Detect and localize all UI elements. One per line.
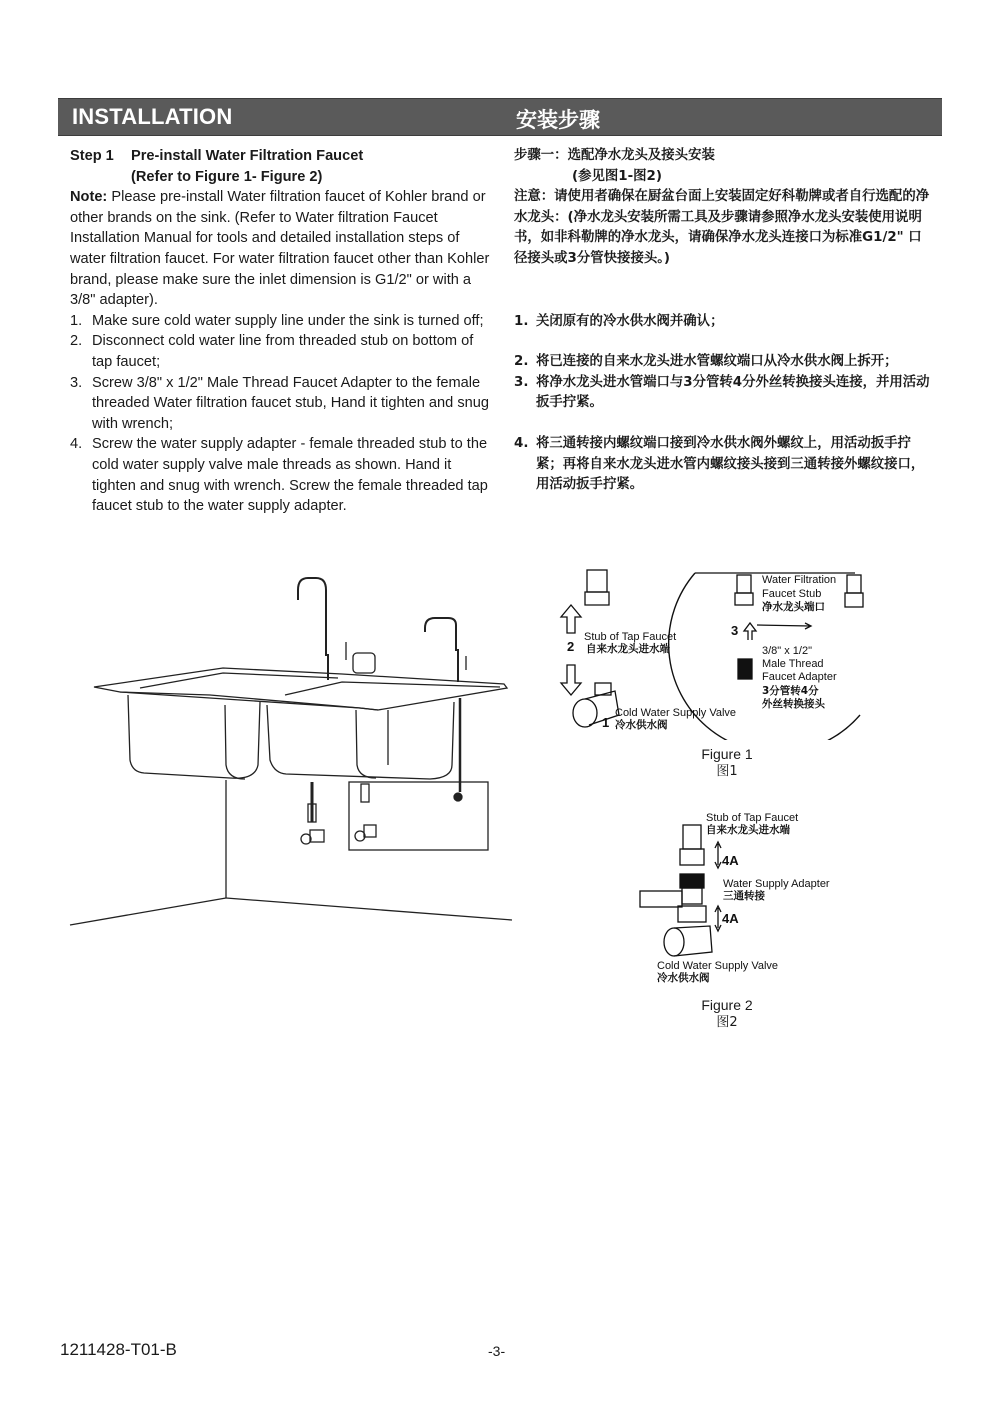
figure-1-caption-en: Figure 1 — [701, 746, 753, 762]
fig1-adapter-en-1: 3/8" x 1/2" — [762, 645, 813, 657]
main-faucet-handle — [353, 653, 375, 673]
list-item — [514, 312, 934, 333]
item-text: 将净水龙头进水管端口与3分管转4分外丝转换接头连接，并用活动扳手拧紧。 — [536, 374, 930, 411]
tap-stub-nut — [585, 592, 609, 605]
adapter-icon — [738, 659, 752, 679]
fig1-adapter-zh-2: 外丝转换接头 — [762, 698, 825, 710]
spacer — [514, 332, 934, 352]
fig1-stub-tap-en: Stub of Tap Faucet — [584, 631, 677, 643]
item-text: Make sure cold water supply line under the sink is turned off; — [92, 312, 484, 329]
section-header-bar — [58, 98, 942, 136]
left-basin — [128, 695, 260, 778]
side-port — [640, 891, 682, 907]
fig2-stub-tap-zh: 自来水龙头进水端 — [706, 824, 790, 836]
section-title-zh: 安装步骤 — [516, 108, 600, 132]
note-text: Please pre-install Water filtration faucet of Kohler brand or other brands on the sink. (Refer to Water filtration Faucet Installation Manual for tools and detailed installation steps of water filtration faucet. For water filtration faucet other than Kohler brand, please make sure the inlet dimension is G1/2" or with a 3/8" adapter). — [70, 189, 490, 309]
section-title-en: INSTALLATION — [72, 104, 233, 129]
item-text: 将三通转接内螺纹端口接到冷水供水阀外螺纹上，用活动扳手拧紧；再将自来水龙头进水管内螺纹接头接到三通转接外螺纹接口，用活动扳手拧紧。 — [536, 435, 925, 493]
fig1-step1: 1 — [602, 715, 610, 730]
adapter-top — [680, 874, 704, 888]
arrow-up-icon — [561, 605, 581, 633]
page-number: -3- — [488, 1343, 506, 1359]
figure-2-caption-en: Figure 2 — [701, 997, 753, 1013]
arrow-up-small-icon — [744, 623, 756, 640]
fig1-adapter-en-2: Male Thread — [762, 658, 824, 670]
fig1-adapter-zh-1: 3分管转4分 — [762, 685, 819, 697]
valve-body — [664, 928, 684, 956]
step-label-zh: 步骤一： — [514, 148, 568, 163]
step-title: Pre-install Water Filtration Faucet — [131, 148, 364, 164]
item-number: 3. — [70, 374, 83, 391]
fig2-torque-2: 4A — [722, 911, 739, 926]
sink-illustration — [60, 560, 530, 940]
fig2-valve-en: Cold Water Supply Valve — [657, 960, 779, 972]
fig1-step2: 2 — [567, 639, 575, 654]
fig1-step3: 3 — [731, 623, 739, 638]
floor-line-right — [226, 898, 512, 920]
fig1-valve-en: Cold Water Supply Valve — [615, 707, 737, 719]
filtration-faucet — [425, 618, 458, 682]
fig2-torque-1: 4A — [722, 853, 739, 868]
fig2-adapter-zh: 三通转接 — [723, 890, 765, 902]
item-number: 4. — [70, 436, 83, 453]
item-number: 3. — [514, 374, 529, 390]
list-item — [514, 373, 934, 414]
step-heading-zh — [514, 146, 934, 187]
list-item — [70, 331, 490, 372]
list-item — [70, 434, 490, 516]
torque-arrow-icon — [715, 842, 721, 868]
step-heading-en — [70, 146, 490, 187]
direction-arrow — [757, 625, 810, 626]
main-faucet — [298, 578, 328, 680]
note-paragraph-zh — [514, 187, 934, 269]
list-item — [70, 311, 490, 332]
figure-2-caption — [687, 997, 767, 1031]
tap-stub-pipe — [587, 570, 607, 592]
fig1-stub-tap-zh: 自来水龙头进水端 — [586, 643, 670, 655]
right-basin — [267, 702, 454, 779]
chinese-instructions — [514, 146, 934, 496]
item-text: 将已连接的自来水龙头进水管螺纹端口从冷水供水阀上拆开； — [536, 354, 898, 370]
english-instructions — [70, 146, 490, 517]
cold-valve-body — [573, 699, 597, 727]
item-text: 关闭原有的冷水供水阀并确认； — [536, 313, 724, 329]
instruction-list-zh — [514, 312, 934, 496]
step-reference: (Refer to Figure 1- Figure 2) — [131, 168, 323, 185]
adapter-nut — [678, 906, 706, 922]
fig1-filtration-en-2: Faucet Stub — [762, 588, 822, 600]
note-label-zh: 注意： — [514, 189, 555, 205]
fig2-stub-tap-en: Stub of Tap Faucet — [706, 812, 799, 824]
step-label: Step 1 — [70, 148, 114, 164]
fig1-adapter-en-3: Faucet Adapter — [762, 671, 837, 683]
list-item — [514, 434, 934, 496]
step-title-zh: 选配净水龙头及接头安装 — [567, 148, 715, 163]
note-label: Note: — [70, 189, 108, 206]
arrow-down-icon — [561, 665, 581, 695]
item-text: Screw the water supply adapter - female threaded stub to the cold water supply valve male threads as shown. Hand it tighten and snug with wrench. Screw the female threaded tap faucet stub to the water supply adapter. — [92, 436, 488, 515]
torque-arrow-icon-2 — [715, 906, 721, 931]
step-reference-zh: (参见图1-图2) — [572, 168, 662, 184]
inset-box — [349, 782, 488, 850]
fig1-valve-zh: 冷水供水阀 — [615, 719, 668, 731]
figure-1-caption-zh: 图1 — [716, 764, 738, 779]
document-code: 1211428-T01-B — [60, 1340, 177, 1359]
fig1-filtration-en-1: Water Filtration — [762, 574, 837, 586]
figure-1-caption — [687, 746, 767, 780]
item-text: Disconnect cold water line from threaded stub on bottom of tap faucet; — [92, 333, 474, 370]
item-text: Screw 3/8" x 1/2" Male Thread Faucet Adapter to the female threaded Water filtration faucet stub, Hand it tighten and snug with wrench; — [92, 374, 489, 432]
note-paragraph-en — [70, 187, 490, 311]
list-item — [70, 373, 490, 435]
tap-stub-nut — [680, 849, 704, 865]
item-number: 2. — [70, 333, 83, 350]
item-number: 1. — [514, 313, 529, 329]
fig2-valve-zh: 冷水供水阀 — [657, 972, 710, 984]
item-number: 1. — [70, 312, 83, 329]
spacer — [514, 414, 934, 434]
item-number: 4. — [514, 435, 529, 451]
tap-stub-pipe — [683, 825, 701, 849]
figure-2-caption-zh: 图2 — [716, 1015, 738, 1030]
fig2-adapter-en: Water Supply Adapter — [723, 878, 830, 890]
fig1-filtration-zh: 净水龙头端口 — [762, 601, 825, 613]
instruction-list-en — [70, 311, 490, 517]
list-item — [514, 352, 934, 373]
note-text-zh: 请使用者确保在厨盆台面上安装固定好科勒牌或者自行选配的净水龙头：(净水龙头安装所需工具及步骤请参照净水龙头安装使用说明书，如非科勒牌的净水龙头，请确保净水龙头连接口为标准G1/2" 口径接头或3分管快接接头。) — [514, 189, 930, 266]
floor-line-left — [70, 898, 226, 925]
item-number: 2. — [514, 354, 529, 370]
